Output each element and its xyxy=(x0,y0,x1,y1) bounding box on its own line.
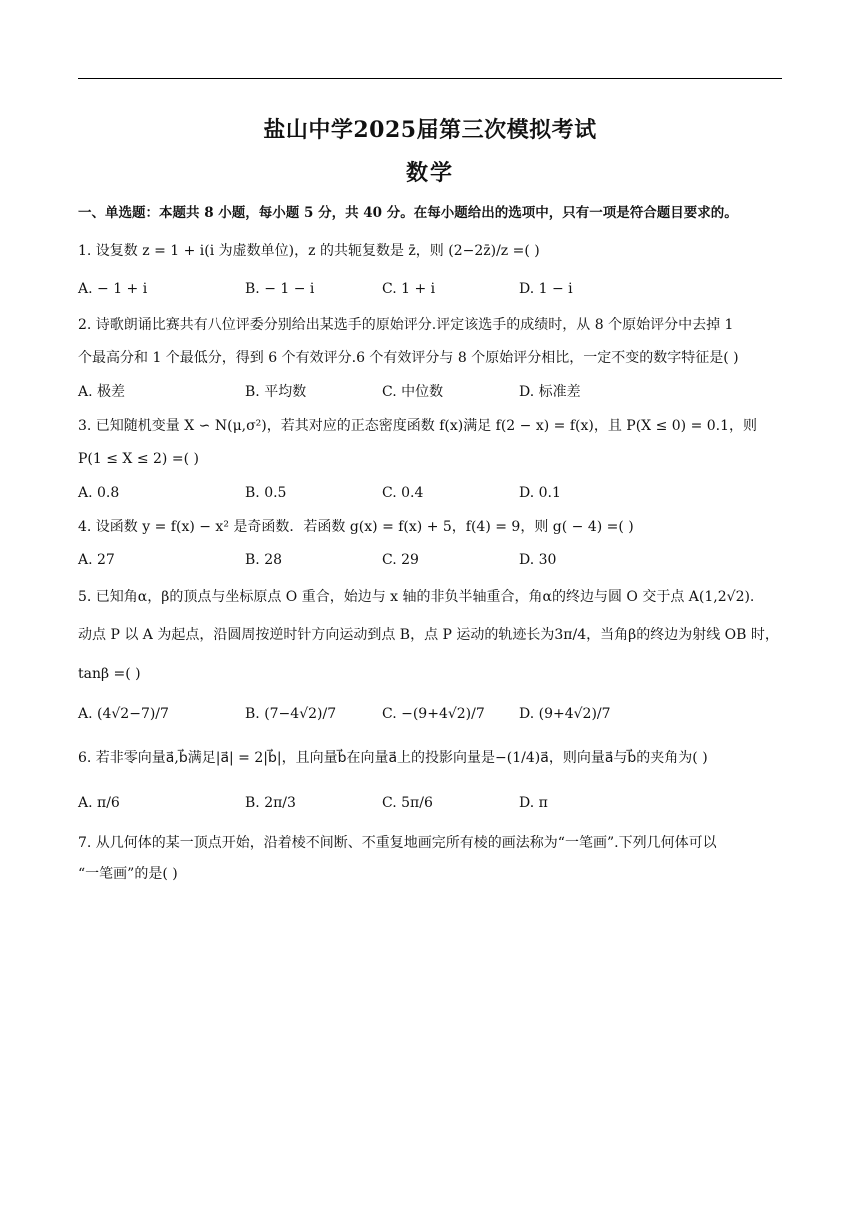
question-5-line-2: 动点 P 以 A 为起点，沿圆周按逆时针方向运动到点 B，点 P 运动的轨迹长为3π/4，当角β的终边为射线 OB 时， xyxy=(78,627,779,643)
question-6-options xyxy=(78,792,784,814)
option-b: B. 28 xyxy=(245,552,283,568)
option-c: C. 5π/6 xyxy=(382,795,433,811)
question-3-options xyxy=(78,482,784,504)
option-c: C. 中位数 xyxy=(382,384,444,400)
option-a: A. 27 xyxy=(78,552,115,568)
option-c: C. 1 + i xyxy=(382,281,436,297)
question-5-line-1: 5. 已知角α，β的顶点与坐标原点 O 重合，始边与 x 轴的非负半轴重合，角α的终边与圆 O 交于点 A(1,2√2). xyxy=(78,589,755,605)
question-2-line-2: 个最高分和 1 个最低分，得到 6 个有效评分.6 个有效评分与 8 个原始评分相比，一定不变的数字特征是( ) xyxy=(78,350,739,366)
option-a: A. π/6 xyxy=(78,795,120,811)
option-b: B. (7−4√2)/7 xyxy=(245,706,337,722)
question-4-options xyxy=(78,549,784,571)
option-a: A. 极差 xyxy=(78,384,126,400)
question-6-line-1: 6. 若非零向量a⃗,b⃗满足|a⃗| = 2|b⃗|，且向量b⃗在向量a⃗上的投影向量是−(1/4)a⃗，则向量a⃗与b⃗的夹角为( ) xyxy=(78,750,708,766)
question-5-options xyxy=(78,703,784,725)
option-c: C. −(9+4√2)/7 xyxy=(382,706,485,722)
option-d: D. 30 xyxy=(519,552,557,568)
question-2-line-1: 2. 诗歌朗诵比赛共有八位评委分别给出某选手的原始评分.评定该选手的成绩时，从 8 个原始评分中去掉 1 xyxy=(78,317,734,333)
question-1-line-1: 1. 设复数 z = 1 + i(i 为虚数单位)，z 的共轭复数是 z̄，则 (2−2z̄)/z =( ) xyxy=(78,243,540,259)
question-7-line-1: 7. 从几何体的某一顶点开始，沿着棱不间断、不重复地画完所有棱的画法称为“一笔画”.下列几何体可以 xyxy=(78,835,717,851)
option-d: D. (9+4√2)/7 xyxy=(519,706,611,722)
option-d: D. 1 − i xyxy=(519,281,573,297)
option-c: C. 29 xyxy=(382,552,419,568)
option-b: B. 0.5 xyxy=(245,485,287,501)
option-b: B. 平均数 xyxy=(245,384,307,400)
question-4-line-1: 4. 设函数 y = f(x) − x² 是奇函数．若函数 g(x) = f(x) + 5，f(4) = 9，则 g( − 4) =( ) xyxy=(78,519,634,535)
question-3-line-2: P(1 ≤ X ≤ 2) =( ) xyxy=(78,451,199,467)
option-a: A. − 1 + i xyxy=(78,281,148,297)
option-a: A. (4√2−7)/7 xyxy=(78,706,169,722)
option-d: D. 标准差 xyxy=(519,384,581,400)
option-a: A. 0.8 xyxy=(78,485,120,501)
option-d: D. π xyxy=(519,795,548,811)
section-heading: 一、单选题：本题共 8 小题，每小题 5 分，共 40 分。在每小题给出的选项中，只有一项是符合题目要求的。 xyxy=(78,205,738,221)
option-b: B. 2π/3 xyxy=(245,795,296,811)
question-2-options xyxy=(78,381,784,403)
option-c: C. 0.4 xyxy=(382,485,424,501)
exam-subject: 数学 xyxy=(405,160,454,186)
option-b: B. − 1 − i xyxy=(245,281,315,297)
question-5-line-3: tanβ =( ) xyxy=(78,666,141,682)
exam-title: 盐山中学2025届第三次模拟考试 xyxy=(263,117,597,143)
question-7-line-2: “一笔画”的是( ) xyxy=(78,866,178,882)
question-1-options xyxy=(78,278,784,300)
header-rule xyxy=(78,78,782,79)
question-3-line-1: 3. 已知随机变量 X ∽ N(μ,σ²)，若其对应的正态密度函数 f(x)满足 f(2 − x) = f(x)，且 P(X ≤ 0) = 0.1，则 xyxy=(78,418,758,434)
option-d: D. 0.1 xyxy=(519,485,561,501)
